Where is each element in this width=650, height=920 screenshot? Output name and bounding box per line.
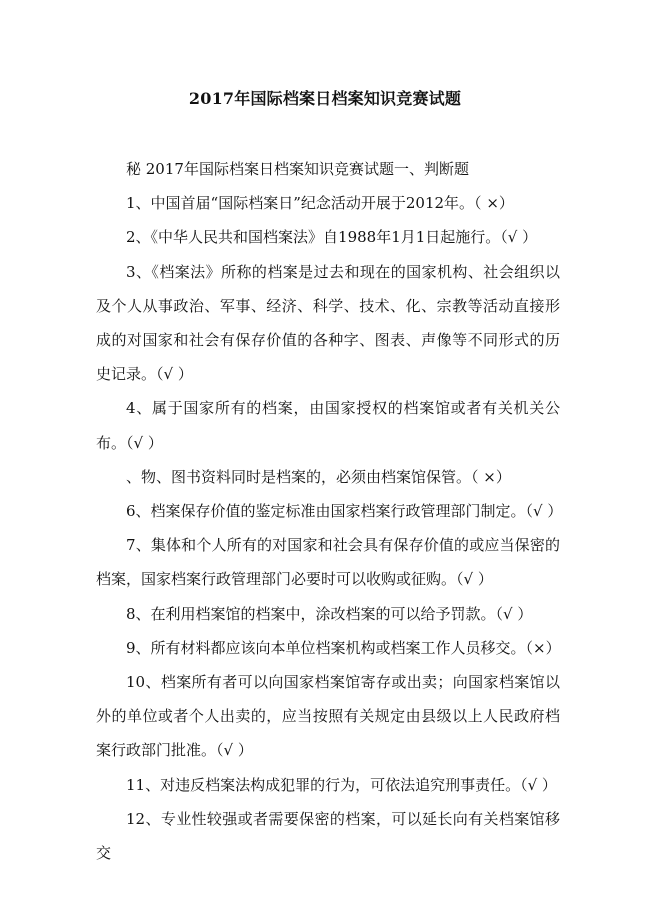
- question-6: 6、档案保存价值的鉴定标准由国家档案行政管理部门制定。（√ ）: [126, 502, 563, 521]
- question-11: 11、对违反档案法构成犯罪的行为，可依法追究刑事责任。（√ ）: [126, 775, 557, 794]
- question-4: 4、属于国家所有的档案，由国家授权的档案馆或者有关机关公布。（√ ）: [96, 399, 560, 452]
- question-7: 7、集体和个人所有的对国家和社会具有保存价值的或应当保密的档案，国家档案行政管理部门必要时可以收购或征购。（√ ）: [96, 536, 560, 589]
- question-9: 9、所有材料都应该向本单位档案机构或档案工作人员移交。（×）: [126, 638, 561, 657]
- section-heading: 秘 2017年国际档案日档案知识竞赛试题一、判断题: [126, 160, 469, 178]
- question-3: 3、《档案法》所称的档案是过去和现在的国家机构、社会组织以及个人从事政治、军事、经济、科学、技术、化、宗教等活动直接形成的对国家和社会有保存价值的各种字、图表、声像等不同形式的历史记录。（√ ）: [96, 262, 560, 384]
- question-1: 1、中国首届“国际档案日”纪念活动开展于2012年。（ ×）: [126, 194, 514, 213]
- question-10: 10、档案所有者可以向国家档案馆寄存或出卖；向国家档案馆以外的单位或者个人出卖的，应当按照有关规定由县级以上人民政府档案行政部门批准。（√ ）: [96, 673, 560, 760]
- document-title: 2017年国际档案日档案知识竞赛试题: [188, 89, 462, 108]
- question-5: 、物、图书资料同时是档案的，必须由档案馆保管。（ ×）: [126, 467, 511, 486]
- document-body: [96, 152, 563, 870]
- question-12: 12、专业性较强或者需要保密的档案，可以延长向有关档案馆移交: [96, 809, 560, 863]
- question-8: 8、在利用档案馆的档案中，涂改档案的可以给予罚款。（√ ）: [126, 604, 533, 623]
- question-2: 2、《中华人民共和国档案法》自1988年1月1日起施行。（√ ）: [126, 228, 538, 247]
